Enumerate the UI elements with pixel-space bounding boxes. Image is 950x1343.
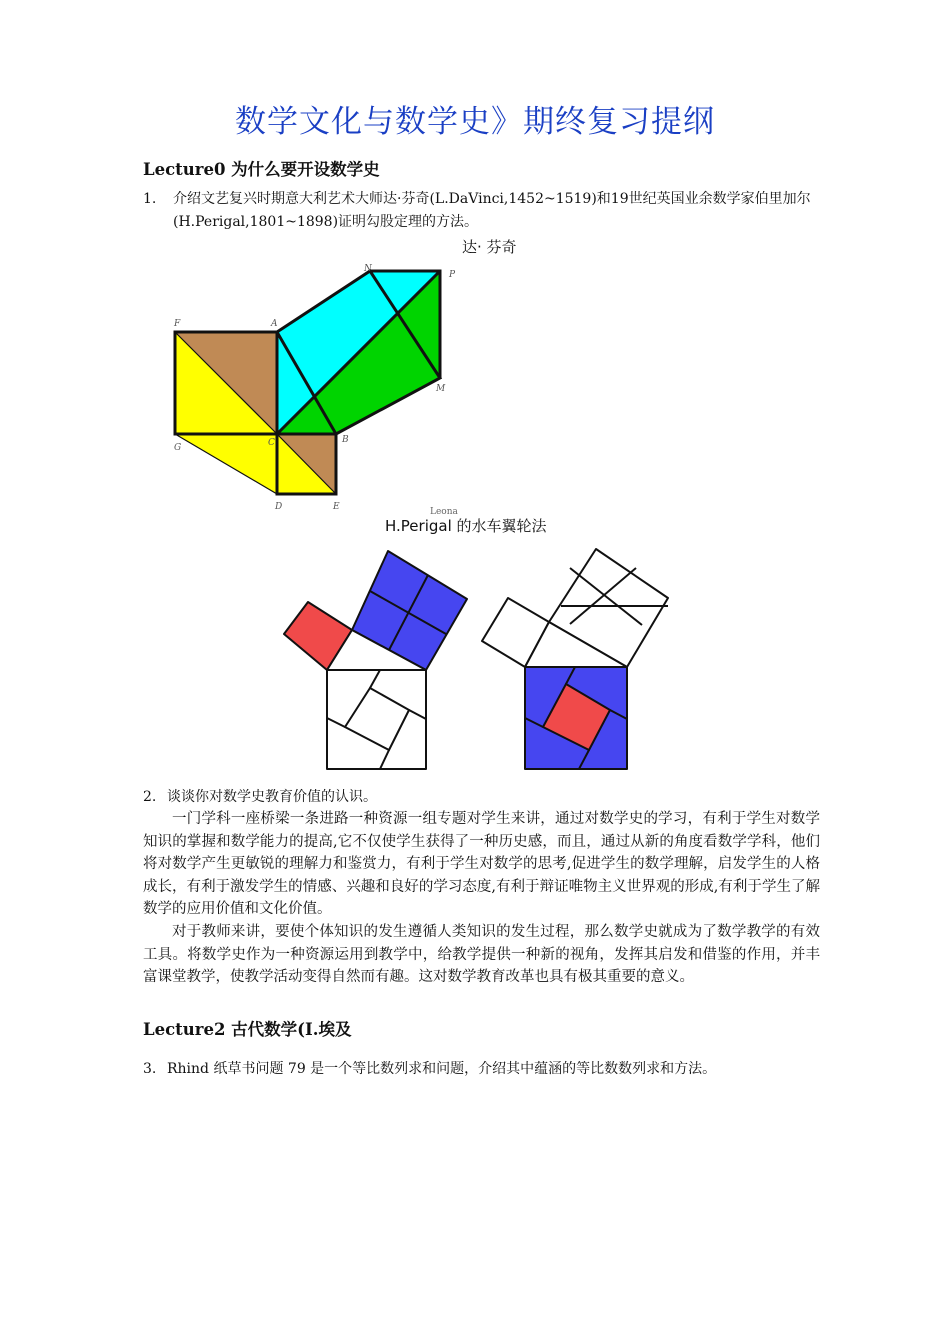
- question-text: Rhind 纸草书问题 79 是一个等比数列求和问题，介绍其中蕴涵的等比数数列求和方法。: [167, 1061, 717, 1077]
- question-text: 谈谈你对数学史教育价值的认识。: [167, 789, 377, 805]
- paragraph-teachers: 对于教师来讲，要使个体知识的发生遵循人类知识的发生过程，那么数学史就成为了数学教学的有效工具。将数学史作为一种资源运用到教学中，给教学提供一种新的视角，发挥其启发和借鉴的作用，并丰富课堂教学，使教学活动变得自然而有趣。这对数学教育改革也具有极其重要的意义。: [143, 924, 820, 985]
- fig1-label-g: G: [174, 443, 182, 453]
- fig1-label-d: D: [275, 502, 283, 512]
- question-number: 3.: [143, 1061, 157, 1077]
- fig1-label-f: F: [174, 319, 181, 329]
- fig1-label-p: P: [449, 270, 456, 280]
- fig1-label-e: E: [333, 502, 340, 512]
- fig1-label-c: C: [268, 438, 275, 448]
- davinci-figure: [160, 262, 470, 517]
- question-number: 1.: [143, 191, 157, 207]
- figure1-caption: 达· 芬奇: [462, 238, 517, 256]
- fig1-label-b: B: [342, 435, 349, 445]
- fig2-left-bottom-square: [327, 670, 426, 769]
- figure2-caption: H.Perigal 的水车翼轮法: [385, 517, 547, 535]
- fig1-label-a: A: [271, 319, 278, 329]
- fig1-watermark: Leona: [430, 507, 458, 517]
- perigal-figure: [280, 545, 670, 775]
- question-number: 2.: [143, 789, 157, 805]
- fig1-label-n: N: [364, 264, 372, 274]
- section-heading-lecture0: Lecture0 为什么要开设数学史: [143, 160, 380, 179]
- section-heading-lecture2: Lecture2 古代数学(I.埃及: [143, 1020, 352, 1039]
- page-title: 数学文化与数学史》期终复习提纲: [235, 104, 715, 140]
- question-text: 介绍文艺复兴时期意大利艺术大师达·芬奇(L.DaVinci,1452~1519)和19世纪英国业余数学家伯里加尔(H.Perigal,1801~1898)证明勾股定理的方法。: [173, 191, 811, 230]
- paragraph-students: 一门学科一座桥梁一条进路一种资源一组专题对学生来讲，通过对数学史的学习，有利于学生对数学知识的掌握和数学能力的提高,它不仅使学生获得了一种历史感，而且，通过从新的角度看数学学科，他们将对数学产生更敏锐的理解力和鉴赏力，有利于学生对数学的思考,促进学生的数学理解，启发学生的人格成长，有利于激发学生的情感、兴趣和良好的学习态度,有利于辩证唯物主义世界观的形成,有利于学生了解数学的应用价值和文化价值。: [143, 811, 820, 917]
- fig1-label-m: M: [436, 384, 446, 394]
